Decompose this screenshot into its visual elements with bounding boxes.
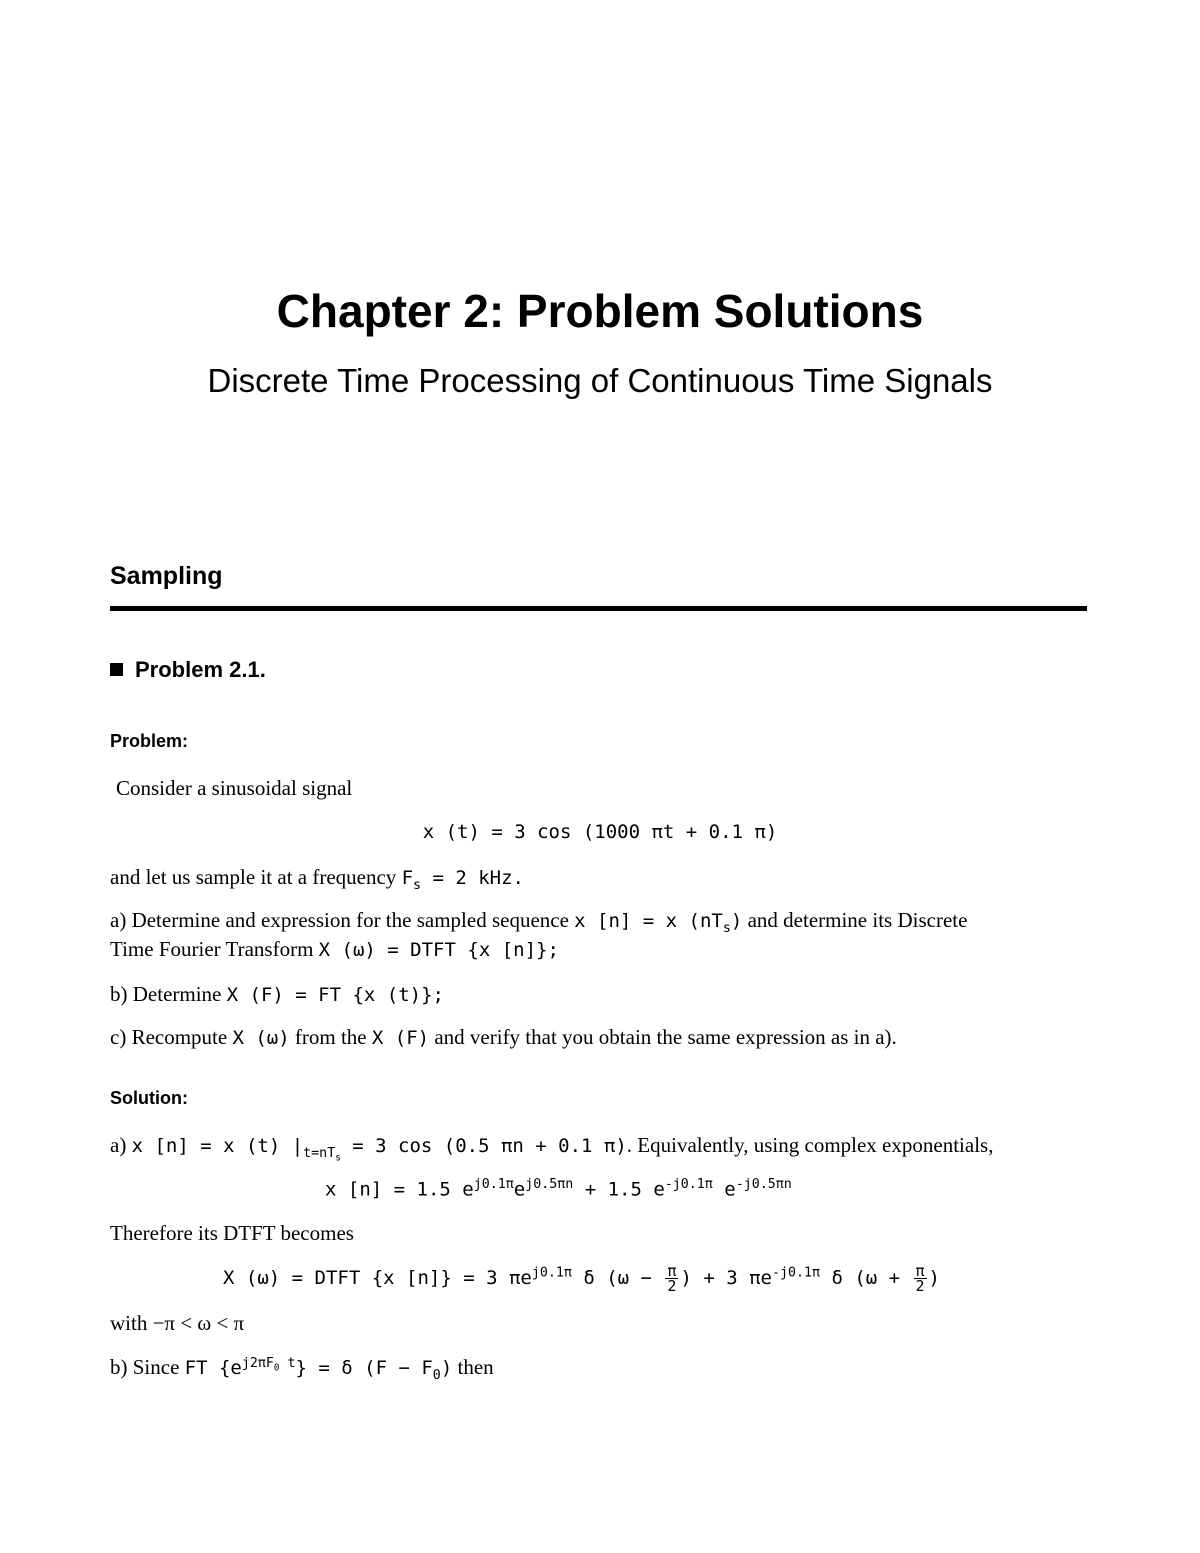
dtft-equation: X (ω) = DTFT {x [n]} = 3 $\pi e^{j0.1\pi}$ δ (ω − $\frac{\pi}{2}$ ) + 3 $\pi e^{-j0.1\pi}$ δ (ω + $\frac{\pi}{2}$ ) (223, 1262, 940, 1295)
sampled-expression: x [n] = x (t) $|_{t=nT_s} = 3$ cos (0.5 πn + 0.1 π) (131, 1135, 627, 1164)
sampling-line (110, 865, 524, 893)
problem-heading-text: Problem 2.1. (135, 657, 266, 682)
ft-definition: X (F) = FT {x (t)}; (226, 984, 444, 1006)
problem-heading (110, 657, 266, 683)
section-divider (110, 606, 1087, 611)
problem-intro: Consider a sinusoidal signal (116, 776, 353, 800)
sampling-text: and let us sample it at a frequency (110, 865, 397, 889)
omega-range: with −π < ω < π (110, 1311, 245, 1335)
pi-over-two-fraction: $\frac{\pi}{2}$ (915, 1262, 925, 1295)
dtft-intro: Therefore its DTFT becomes (110, 1221, 354, 1245)
pi-over-two-fraction: $\frac{\pi}{2}$ (667, 1262, 677, 1295)
solution-b-line: b) Since FT $\{e^{j2\pi F_0 t}\} = \delta$ $(F - F_0)$ then (110, 1355, 494, 1383)
part-a-line-2: Time Fourier Transform X (ω) = DTFT {x [n]}; (110, 937, 559, 961)
chapter-title: Chapter 2: Problem Solutions (276, 285, 924, 337)
ft-exponential: FT $\{e^{j2\pi F_0 t}\} = \delta$ $(F - F_0)$ (184, 1355, 453, 1383)
part-a-line-1: a) Determine and expression for the sampled sequence x [n] = x $(nT_s)$ and determine its Discrete (110, 908, 968, 936)
chapter-subtitle: Discrete Time Processing of Continuous Time Signals (207, 362, 993, 399)
square-bullet-icon (110, 663, 123, 676)
sampling-frequency: $F_s = 2$ kHz. (401, 867, 524, 893)
sampled-sequence: x [n] = x $(nT_s)$ (574, 910, 743, 936)
complex-exponential-equation: x [n] = 1.5 $e^{j0.1\pi}e^{j0.5\pi n} + 1.5$ $e^{-j0.1\pi}$ $e^{-j0.5\pi n}$ (325, 1177, 792, 1201)
section-title: Sampling (110, 562, 223, 590)
signal-equation: x (t) = 3 cos (1000 πt + 0.1 π) (422, 821, 778, 843)
dtft-definition: X (ω) = DTFT {x [n]}; (318, 939, 559, 961)
solution-a-line: a) x [n] = x (t) $|_{t=nT_s} = 3$ cos (0.5 πn + 0.1 π). Equivalently, using complex exponentials, (110, 1133, 994, 1164)
part-b-line: b) Determine X (F) = FT {x (t)}; (110, 982, 444, 1006)
problem-label: Problem: (110, 731, 189, 751)
solution-label: Solution: (110, 1088, 188, 1108)
part-c-line: c) Recompute X (ω) from the X (F) and verify that you obtain the same expression as in a). (110, 1025, 897, 1049)
